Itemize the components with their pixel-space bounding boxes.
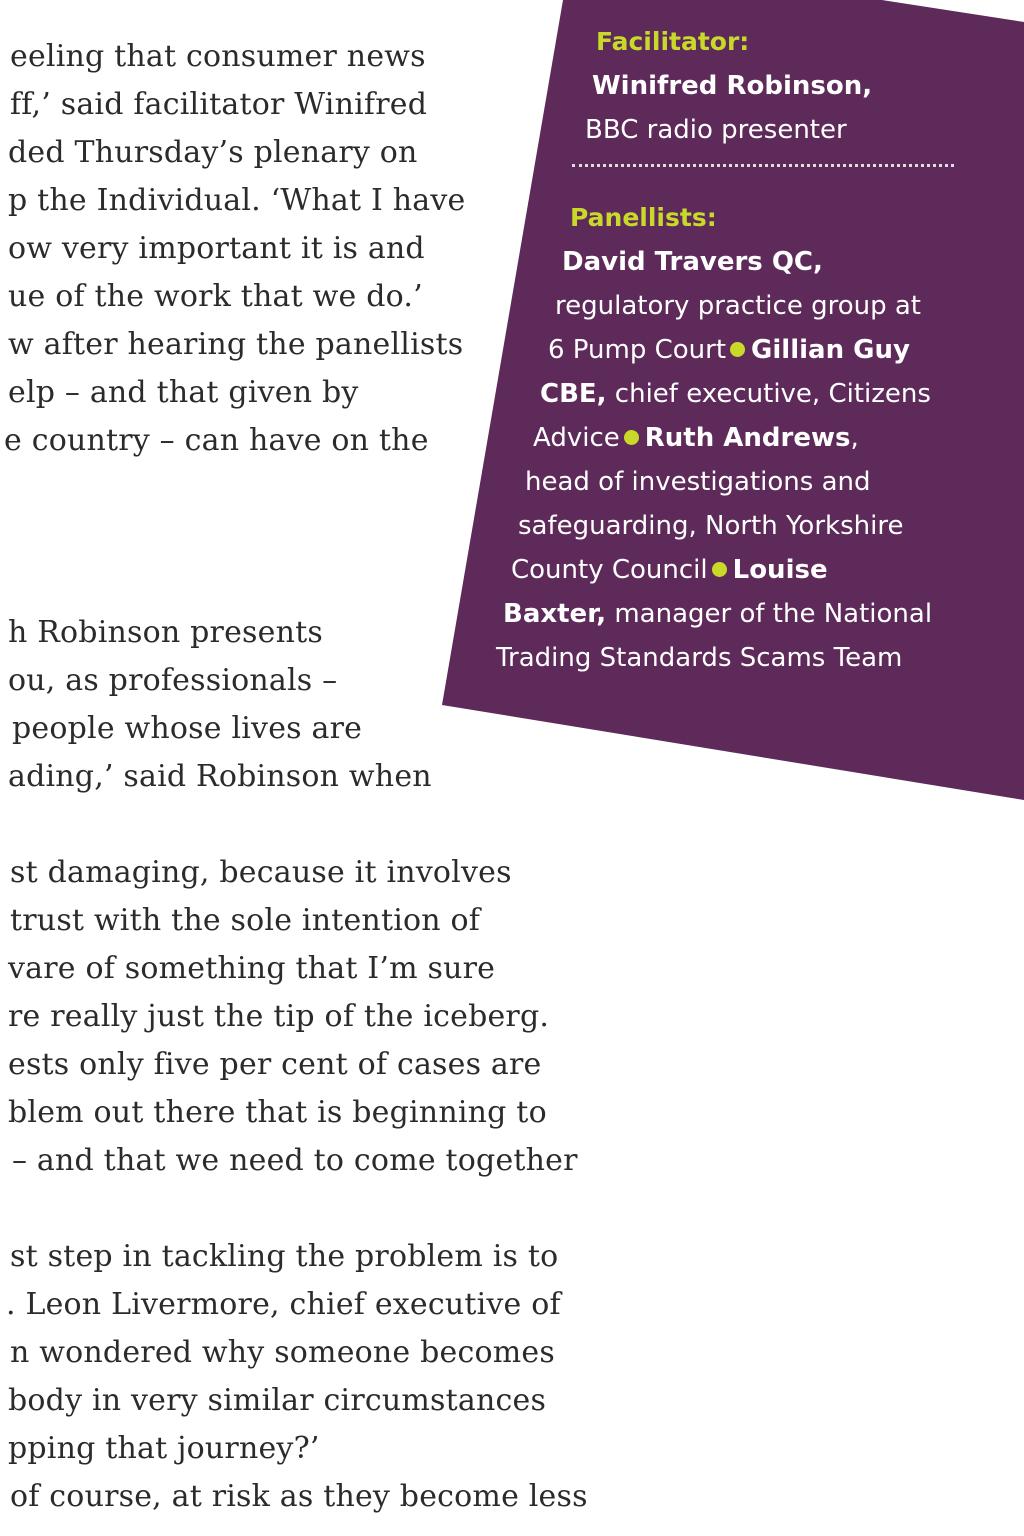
panellist-name: Ruth Andrews — [644, 423, 851, 453]
panellist-name: CBE, — [540, 379, 607, 409]
article-line: elp – and that given by — [8, 375, 359, 410]
article-line: w after hearing the panellists — [8, 327, 464, 362]
panellist-role: head of investigations and — [525, 467, 871, 497]
article-line: blem out there that is beginning to — [8, 1095, 547, 1130]
panellist-name: Baxter, — [503, 599, 607, 629]
panel-line — [511, 548, 828, 592]
panellist-role: Advice — [533, 423, 620, 453]
panellist-role: safeguarding, North Yorkshire — [518, 511, 904, 541]
article-line: ded Thursday’s plenary on — [8, 135, 418, 170]
article-line: ue of the work that we do.’ — [8, 279, 423, 314]
panellist-role: 6 Pump Court — [548, 335, 727, 365]
panellist-name: Gillian Guy — [751, 335, 910, 365]
panel-line — [503, 592, 932, 636]
article-line: e country – can have on the — [4, 423, 429, 458]
panellist-role: Trading Standards Scams Team — [496, 643, 903, 673]
article-line: ow very important it is and — [8, 231, 425, 266]
bullet-dot-icon — [712, 562, 727, 577]
article-line: . Leon Livermore, chief executive of — [6, 1287, 561, 1322]
article-line: vare of something that I’m sure — [8, 951, 496, 986]
panel-line — [540, 372, 931, 416]
article-line: – and that we need to come together — [12, 1143, 578, 1178]
article-line: ou, as professionals – — [8, 663, 338, 698]
article-line: people whose lives are — [12, 711, 363, 746]
facilitator-name: Winifred Robinson, — [592, 71, 873, 101]
article-line: h Robinson presents — [8, 615, 323, 650]
article-line: ading,’ said Robinson when — [8, 759, 432, 794]
panellist-role: manager of the National — [606, 599, 933, 629]
article-line: pping that journey?’ — [8, 1431, 320, 1466]
article-line: trust with the sole intention of — [10, 903, 481, 938]
article-line: n wondered why someone becomes — [10, 1335, 555, 1370]
article-line: body in very similar circumstances — [8, 1383, 547, 1418]
bullet-dot-icon — [624, 430, 639, 445]
article-line: st step in tackling the problem is to — [10, 1239, 559, 1274]
panellist-name: David Travers QC, — [562, 247, 823, 277]
panel-line: Advice Ruth Andrews, — [533, 423, 859, 453]
article-line: p the Individual. ‘What I have — [8, 183, 466, 218]
article-line: re really just the tip of the iceberg. — [8, 999, 550, 1034]
panel-line — [548, 328, 910, 372]
panel-divider — [572, 164, 954, 167]
bullet-dot-icon — [730, 342, 745, 357]
panellist-role: regulatory practice group at — [555, 291, 921, 321]
article-line: eeling that consumer news — [10, 39, 426, 74]
panellist-role: County Council — [511, 555, 708, 585]
facilitator-role: BBC radio presenter — [585, 115, 847, 145]
article-line: of course, at risk as they become less — [10, 1479, 588, 1514]
panellist-name: Louise — [732, 555, 828, 585]
panellist-role: chief executive, Citizens — [606, 379, 931, 409]
panellists-heading: Panellists: — [570, 203, 717, 232]
article-line: ests only five per cent of cases are — [8, 1047, 542, 1082]
article-line: st damaging, because it involves — [10, 855, 512, 890]
facilitator-heading: Facilitator: — [596, 27, 750, 56]
article-line: ff,’ said facilitator Winifred — [10, 87, 428, 122]
